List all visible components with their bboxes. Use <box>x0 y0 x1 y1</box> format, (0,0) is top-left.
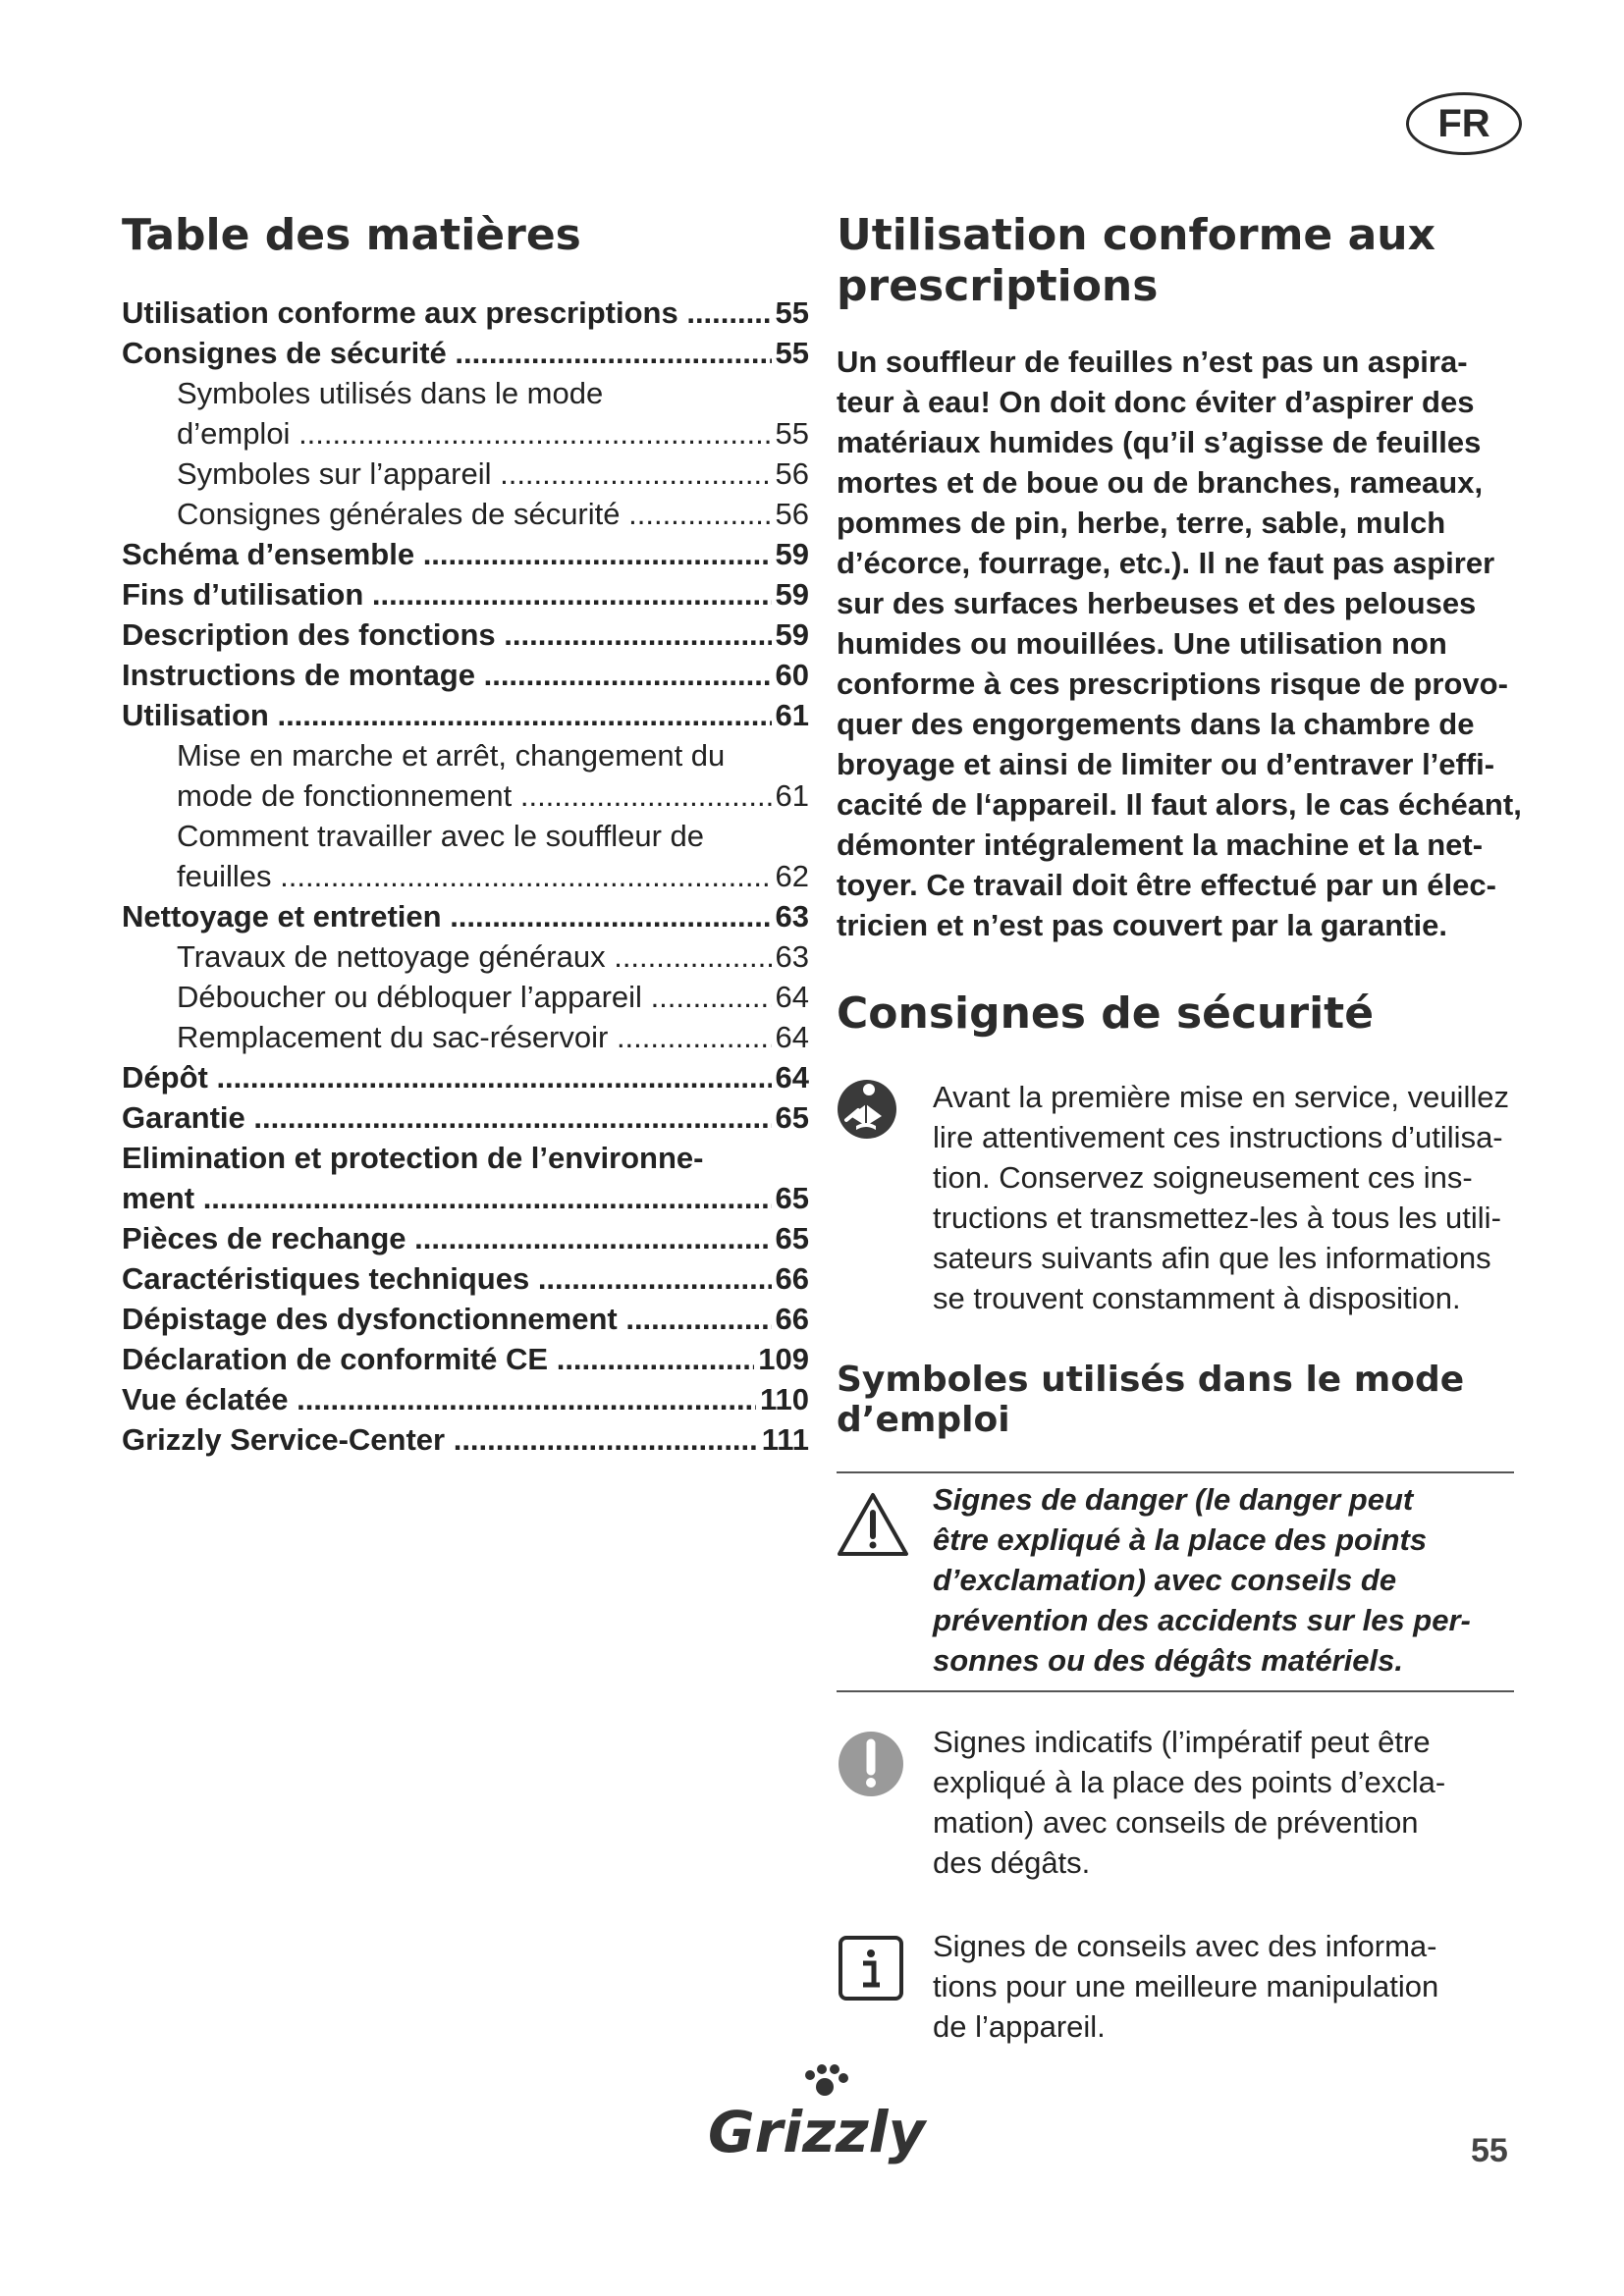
text-line: toyer. Ce travail doit être effectué par un élec- <box>837 868 1496 902</box>
divider-top <box>837 1471 1514 1473</box>
toc-entry <box>122 775 809 816</box>
text-line: cacité de l‘appareil. Il faut alors, le cas échéant, <box>837 787 1522 822</box>
toc-entry <box>122 1258 809 1299</box>
notice-sign-text <box>933 1722 1583 1883</box>
text-line: teur à eau! On doit donc éviter d’aspirer des <box>837 385 1475 419</box>
info-sign-row <box>837 1926 1583 2047</box>
text-line: tricien et n’est pas couvert par la garantie. <box>837 908 1447 942</box>
toc-entry-page: 63 <box>775 899 809 934</box>
usage-paragraph <box>837 342 1583 945</box>
toc-entry-label: ment ..... <box>122 1178 772 1218</box>
toc-entry-page: 55 <box>775 336 809 370</box>
text-line: tions pour une meilleure manipulation <box>933 1969 1439 2003</box>
toc-entry <box>122 1339 809 1379</box>
toc-entry <box>122 1419 809 1460</box>
toc-entry <box>122 614 809 655</box>
toc-entry-label: Déboucher ou débloquer l’appareil ..... <box>177 977 772 1017</box>
text-line: pommes de pin, herbe, terre, sable, mulch <box>837 506 1446 540</box>
language-badge: FR <box>1406 92 1522 155</box>
toc-entry <box>122 1097 809 1138</box>
toc-entry <box>122 1218 809 1258</box>
toc-entry <box>122 454 809 494</box>
symbols-title-line2: d’emploi <box>837 1400 1010 1440</box>
text-line: d’écorce, fourrage, etc.). Il ne faut pas aspirer <box>837 546 1495 580</box>
text-line: tion. Conservez soigneusement ces ins- <box>933 1160 1473 1195</box>
toc-entry-label: Dépistage des dysfonctionnement ..... <box>122 1299 772 1339</box>
toc-entry <box>122 333 809 373</box>
safety-title: Consignes de sécurité <box>837 988 1375 1039</box>
toc-entry <box>122 574 809 614</box>
toc-entry-label: Travaux de nettoyage généraux ..... <box>177 936 772 977</box>
toc-list <box>122 293 809 1460</box>
exclamation-circle-icon <box>837 1722 933 1805</box>
toc-entry-page: 63 <box>775 939 809 974</box>
text-line: tructions et transmettez-les à tous les utili- <box>933 1201 1501 1235</box>
danger-sign-row <box>837 1479 1583 1681</box>
symbols-title-line1: Symboles utilisés dans le mode <box>837 1360 1465 1400</box>
toc-entry <box>122 936 809 977</box>
toc-entry-page: 60 <box>775 658 809 692</box>
toc-entry-label: Instructions de montage ..... <box>122 655 772 695</box>
toc-entry-label: Nettoyage et entretien ..... <box>122 896 772 936</box>
text-line: conforme à ces prescriptions risque de provo- <box>837 667 1508 701</box>
toc-entry-page: 64 <box>775 1060 809 1095</box>
right-column <box>837 210 1583 2047</box>
toc-entry-page: 64 <box>775 980 809 1014</box>
toc-entry-line: Elimination et protection de l’environne- <box>122 1141 704 1175</box>
toc-entry <box>122 1299 809 1339</box>
toc-entry <box>122 695 809 735</box>
toc-entry <box>122 413 809 454</box>
text-line: sateurs suivants afin que les informations <box>933 1241 1491 1275</box>
toc-entry-page: 65 <box>775 1100 809 1135</box>
text-line: lire attentivement ces instructions d’utilisa- <box>933 1120 1503 1154</box>
toc-entry-line: Comment travailler avec le souffleur de <box>177 819 705 853</box>
toc-entry <box>122 534 809 574</box>
text-line: Signes de conseils avec des informa- <box>933 1929 1437 1963</box>
page-number: 55 <box>1471 2132 1508 2169</box>
toc-entry-label: Remplacement du sac-réservoir ..... <box>177 1017 772 1057</box>
toc-entry-label: Déclaration de conformité CE ..... <box>122 1339 754 1379</box>
text-line: sur des surfaces herbeuses et des pelouses <box>837 586 1477 620</box>
toc-entry-page: 56 <box>775 456 809 491</box>
read-manual-notice <box>837 1077 1583 1318</box>
text-line: broyage et ainsi de limiter ou d’entraver l’effi- <box>837 747 1495 781</box>
danger-sign-text <box>933 1479 1583 1681</box>
toc-entry-label: Utilisation conforme aux prescriptions ..... <box>122 293 772 333</box>
text-line: mation) avec conseils de prévention <box>933 1805 1419 1840</box>
grizzly-logo <box>702 2061 928 2174</box>
toc-entry-page: 61 <box>775 778 809 813</box>
text-line: de l’appareil. <box>933 2009 1106 2044</box>
toc-entry <box>122 896 809 936</box>
text-line: quer des engorgements dans la chambre de <box>837 707 1475 741</box>
toc-entry-page: 62 <box>775 859 809 893</box>
toc-entry-label: Utilisation ..... <box>122 695 772 735</box>
text-line: être expliqué à la place des points <box>933 1522 1428 1557</box>
toc-entry-page: 65 <box>775 1221 809 1255</box>
text-line: Signes de danger (le danger peut <box>933 1482 1414 1517</box>
toc-entry-line: Symboles utilisés dans le mode <box>177 376 604 410</box>
read-manual-icon <box>837 1077 933 1147</box>
toc-entry-page: 59 <box>775 577 809 612</box>
notice-sign-row <box>837 1722 1583 1883</box>
read-manual-text <box>933 1077 1583 1318</box>
toc-entry <box>122 655 809 695</box>
toc-entry-line: Mise en marche et arrêt, changement du <box>177 738 726 773</box>
toc-entry <box>122 1057 809 1097</box>
toc-entry-page: 110 <box>759 1382 809 1416</box>
toc-entry-label: Pièces de rechange ..... <box>122 1218 772 1258</box>
text-line: des dégâts. <box>933 1845 1091 1880</box>
text-line: Un souffleur de feuilles n’est pas un aspira- <box>837 345 1468 379</box>
text-line: prévention des accidents sur les per- <box>933 1603 1471 1637</box>
toc-entry-page: 55 <box>775 416 809 451</box>
toc-entry-page: 111 <box>761 1422 809 1457</box>
toc-title: Table des matières <box>122 210 581 260</box>
toc-entry-page: 66 <box>775 1302 809 1336</box>
toc-entry-page: 55 <box>775 295 809 330</box>
toc-entry-label: Schéma d’ensemble ..... <box>122 534 772 574</box>
info-sign-text <box>933 1926 1583 2047</box>
toc-entry <box>122 494 809 534</box>
brand-name: Grizzly <box>708 2099 926 2165</box>
toc-entry-label: Description des fonctions ..... <box>122 614 772 655</box>
warning-triangle-icon <box>837 1479 933 1565</box>
usage-title <box>837 210 1583 312</box>
toc-entry-label: Dépôt ..... <box>122 1057 772 1097</box>
toc-entry-page: 59 <box>775 537 809 571</box>
toc-entry-page: 56 <box>775 497 809 531</box>
text-line: mortes et de boue ou de branches, rameaux, <box>837 465 1484 500</box>
symbols-title <box>837 1360 1583 1440</box>
toc-entry-label: Grizzly Service-Center ..... <box>122 1419 758 1460</box>
toc-entry <box>122 1178 809 1218</box>
usage-title-line1: Utilisation conforme aux <box>837 210 1435 260</box>
toc-entry <box>122 1017 809 1057</box>
toc-entry <box>122 293 809 333</box>
info-box-icon <box>837 1926 933 2007</box>
toc-entry-label: d’emploi ..... <box>177 413 772 454</box>
toc-entry-label: Vue éclatée ..... <box>122 1379 756 1419</box>
toc-entry-label: Garantie ..... <box>122 1097 772 1138</box>
toc-entry-label: mode de fonctionnement ..... <box>177 775 772 816</box>
toc-entry-page: 59 <box>775 617 809 652</box>
usage-title-line2: prescriptions <box>837 261 1159 311</box>
text-line: d’exclamation) avec conseils de <box>933 1563 1397 1597</box>
toc-entry-label: Caractéristiques techniques ..... <box>122 1258 772 1299</box>
toc-entry <box>122 1379 809 1419</box>
toc-entry-label: Consignes générales de sécurité ..... <box>177 494 772 534</box>
text-line: humides ou mouillées. Une utilisation non <box>837 626 1447 661</box>
divider-bottom <box>837 1690 1514 1692</box>
toc-entry-page: 61 <box>775 698 809 732</box>
text-line: sonnes ou des dégâts matériels. <box>933 1643 1403 1678</box>
toc-entry-page: 65 <box>775 1181 809 1215</box>
toc-entry <box>122 856 809 896</box>
text-line: expliqué à la place des points d’excla- <box>933 1765 1446 1799</box>
text-line: démonter intégralement la machine et la net- <box>837 828 1484 862</box>
toc-entry-page: 64 <box>775 1020 809 1054</box>
toc-entry-label: Fins d’utilisation ..... <box>122 574 772 614</box>
text-line: se trouvent constamment à disposition. <box>933 1281 1461 1315</box>
text-line: Avant la première mise en service, veuillez <box>933 1080 1509 1114</box>
toc-entry <box>122 977 809 1017</box>
toc-entry-label: Consignes de sécurité ..... <box>122 333 772 373</box>
text-line: matériaux humides (qu’il s’agisse de feuilles <box>837 425 1482 459</box>
toc-entry-label: Symboles sur l’appareil ..... <box>177 454 772 494</box>
text-line: Signes indicatifs (l’impératif peut être <box>933 1725 1431 1759</box>
toc-entry-page: 66 <box>775 1261 809 1296</box>
table-of-contents <box>122 210 809 1460</box>
toc-entry-page: 109 <box>758 1342 809 1376</box>
toc-entry-label: feuilles ..... <box>177 856 772 896</box>
